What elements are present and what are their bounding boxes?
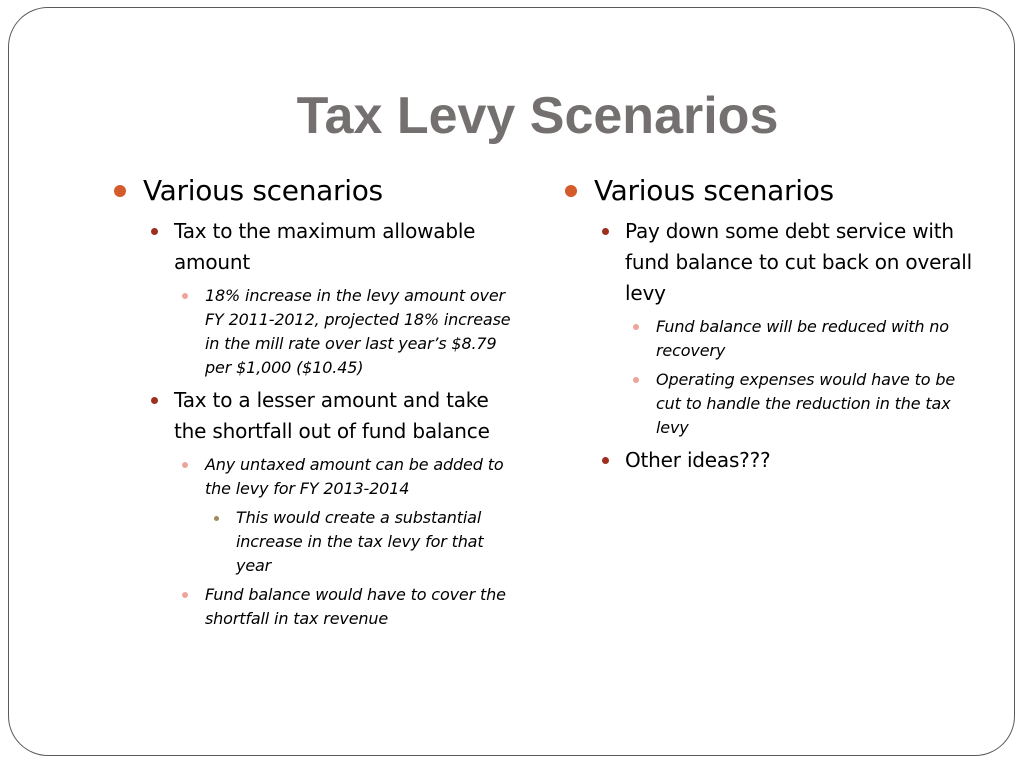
sub-list: [174, 284, 514, 380]
list-item: [625, 315, 975, 363]
list-item: [174, 284, 514, 380]
level1-bullet-icon: [565, 185, 577, 197]
detail-text: This would create a substantial increase in the tax levy for that year: [236, 508, 484, 575]
level1-bullet-icon: [114, 185, 126, 197]
level2-bullet-icon: [151, 228, 158, 235]
level3-bullet-icon: [633, 377, 639, 383]
detail-text: Fund balance would have to cover the shortfall in tax revenue: [205, 585, 506, 628]
list-item: [594, 445, 975, 476]
right-scenario-list: [594, 216, 975, 476]
list-item: [205, 506, 514, 578]
detail-text: 18% increase in the levy amount over FY 2011-2012, projected 18% increase in the mill rate over last year’s $8.79 per $1,000 ($10.45): [205, 286, 511, 377]
level3-bullet-icon: [182, 293, 188, 299]
right-column: [565, 172, 975, 480]
sub-list: [174, 453, 514, 631]
sub-sub-list: [205, 506, 514, 578]
scenario-text: Other ideas???: [625, 448, 771, 472]
slide-title: Tax Levy Scenarios: [296, 87, 779, 145]
left-column: [114, 172, 514, 636]
level3-bullet-icon: [182, 592, 188, 598]
list-item: [625, 368, 975, 440]
level2-bullet-icon: [602, 228, 609, 235]
level2-bullet-icon: [602, 457, 609, 464]
right-heading-item: [565, 172, 975, 476]
level4-bullet-icon: [214, 516, 219, 521]
level3-bullet-icon: [633, 324, 639, 330]
list-item: [594, 216, 975, 440]
level3-bullet-icon: [182, 462, 188, 468]
list-item: [174, 583, 514, 631]
left-heading: Various scenarios: [143, 174, 383, 207]
left-scenario-list: [143, 216, 514, 631]
right-heading: Various scenarios: [594, 174, 834, 207]
detail-text: Any untaxed amount can be added to the levy for FY 2013-2014: [205, 455, 504, 498]
detail-text: Fund balance will be reduced with no recovery: [656, 317, 949, 360]
scenario-text: Tax to a lesser amount and take the shortfall out of fund balance: [174, 388, 490, 443]
list-item: [143, 216, 514, 380]
level2-bullet-icon: [151, 397, 158, 404]
scenario-text: Pay down some debt service with fund balance to cut back on overall levy: [625, 219, 972, 305]
list-item: [174, 453, 514, 578]
left-heading-item: [114, 172, 514, 631]
scenario-text: Tax to the maximum allowable amount: [174, 219, 476, 274]
list-item: [143, 385, 514, 631]
sub-list: [625, 315, 975, 440]
detail-text: Operating expenses would have to be cut to handle the reduction in the tax levy: [656, 370, 956, 437]
